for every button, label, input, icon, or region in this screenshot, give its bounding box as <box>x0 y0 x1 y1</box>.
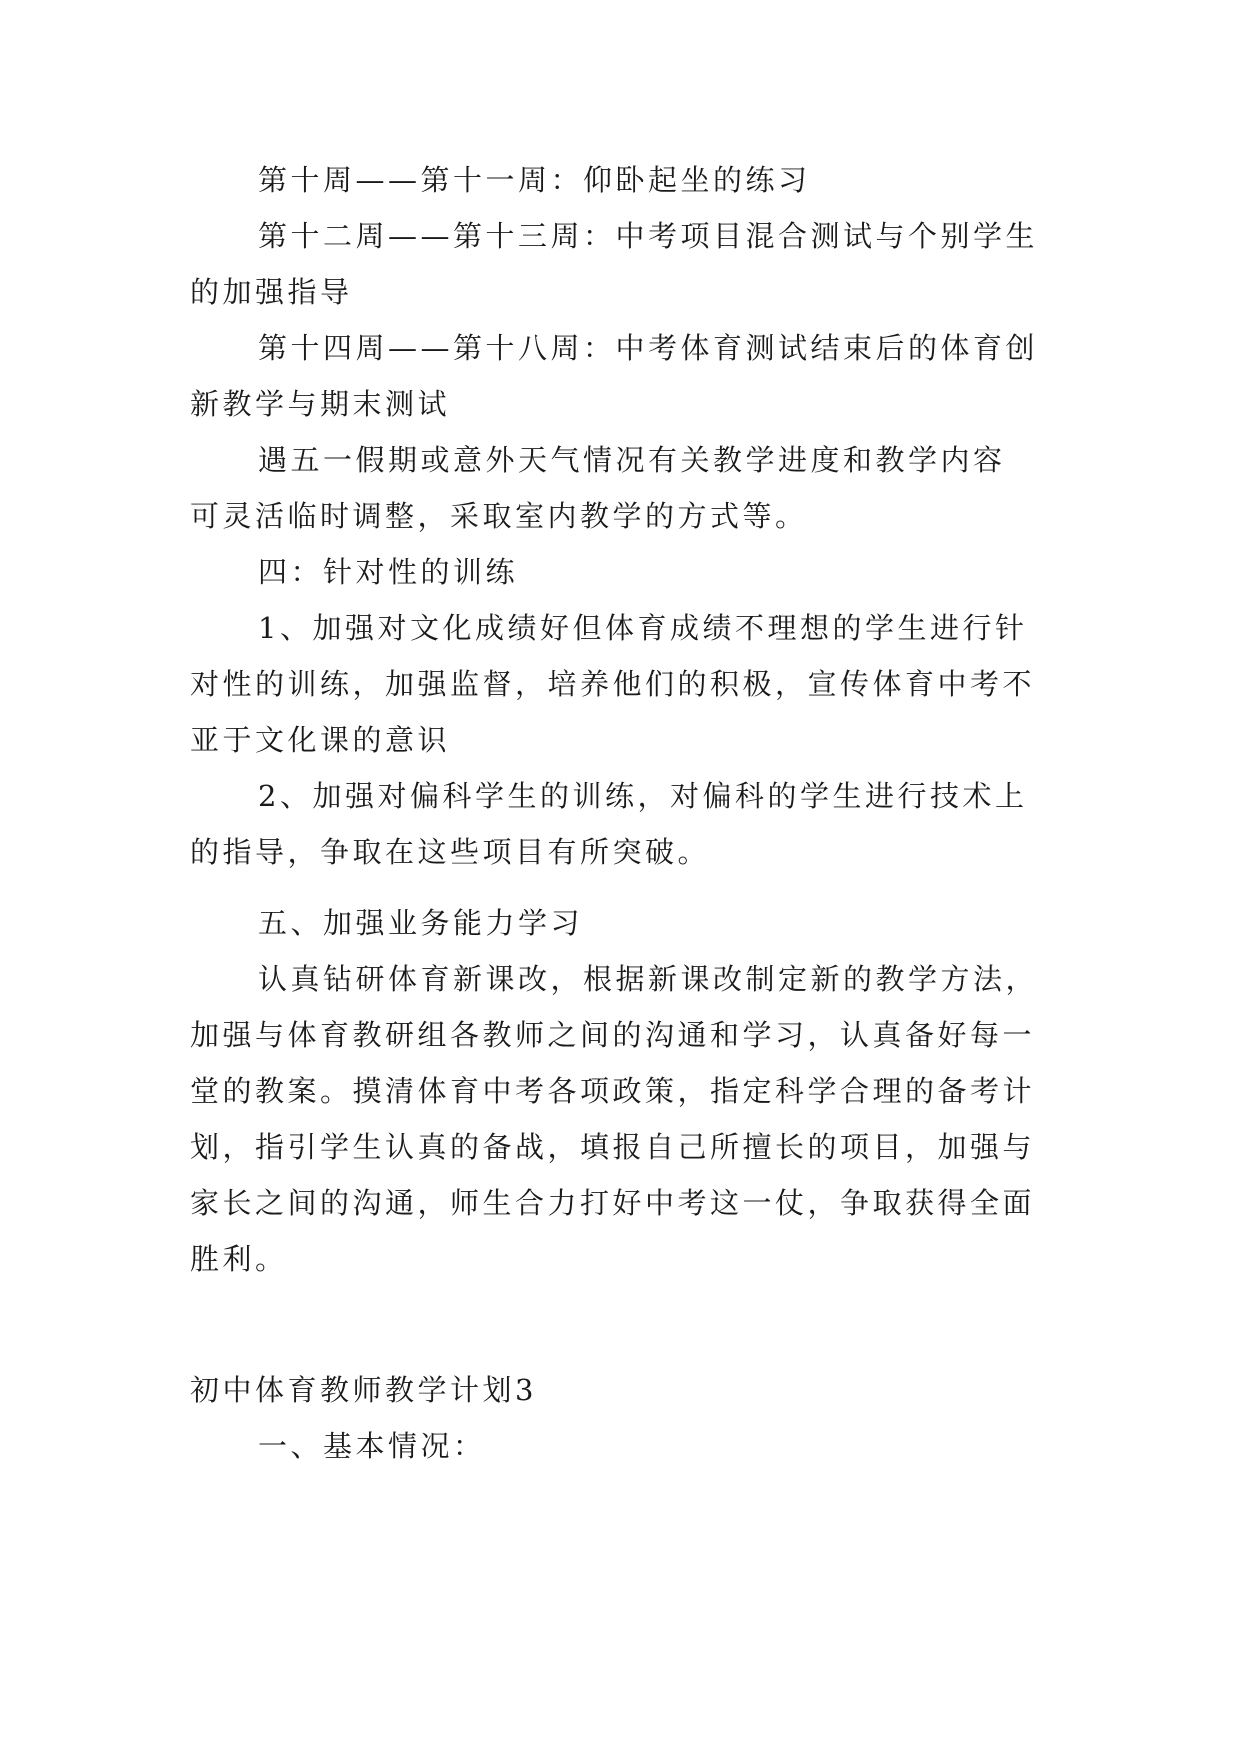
section-heading: 四：针对性的训练 <box>258 555 519 589</box>
paragraph-line: 对性的训练，加强监督，培养他们的积极，宣传体育中考不 <box>190 667 1036 701</box>
text-block-plan-3 <box>190 1362 1050 1474</box>
paragraph-line: 加强与体育教研组各教师之间的沟通和学习，认真备好每一 <box>190 1018 1036 1052</box>
paragraph-line: 堂的教案。摸清体育中考各项政策，指定科学合理的备考计 <box>190 1074 1036 1108</box>
paragraph-line: 划，指引学生认真的备战，填报自己所擅长的项目，加强与 <box>190 1130 1036 1164</box>
paragraph-line: 亚于文化课的意识 <box>190 723 451 757</box>
document-title: 初中体育教师教学计划3 <box>190 1373 537 1407</box>
section-heading: 一、基本情况： <box>258 1429 486 1463</box>
paragraph-line: 第十二周——第十三周：中考项目混合测试与个别学生 <box>258 219 1039 253</box>
paragraph-line: 认真钻研体育新课改，根据新课改制定新的教学方法， <box>258 962 1039 996</box>
text-block-weekly-plan <box>190 152 1050 880</box>
paragraph-line: 家长之间的沟通，师生合力打好中考这一仗，争取获得全面 <box>190 1186 1036 1220</box>
text-block-professional-study <box>190 895 1050 1287</box>
paragraph-line: 第十四周——第十八周：中考体育测试结束后的体育创 <box>258 331 1039 365</box>
paragraph-line: 2、加强对偏科学生的训练，对偏科的学生进行技术上 <box>258 779 1028 813</box>
paragraph-line: 胜利。 <box>190 1242 288 1276</box>
paragraph-line: 第十周——第十一周：仰卧起坐的练习 <box>258 163 811 197</box>
paragraph-line: 遇五一假期或意外天气情况有关教学进度和教学内容 <box>258 443 1006 477</box>
paragraph-line: 的指导，争取在这些项目有所突破。 <box>190 835 711 869</box>
paragraph-line: 可灵活临时调整，采取室内教学的方式等。 <box>190 499 808 533</box>
paragraph-line: 的加强指导 <box>190 275 353 309</box>
section-heading: 五、加强业务能力学习 <box>258 906 584 940</box>
paragraph-line: 新教学与期末测试 <box>190 387 451 421</box>
paragraph-line: 1、加强对文化成绩好但体育成绩不理想的学生进行针 <box>258 611 1028 645</box>
